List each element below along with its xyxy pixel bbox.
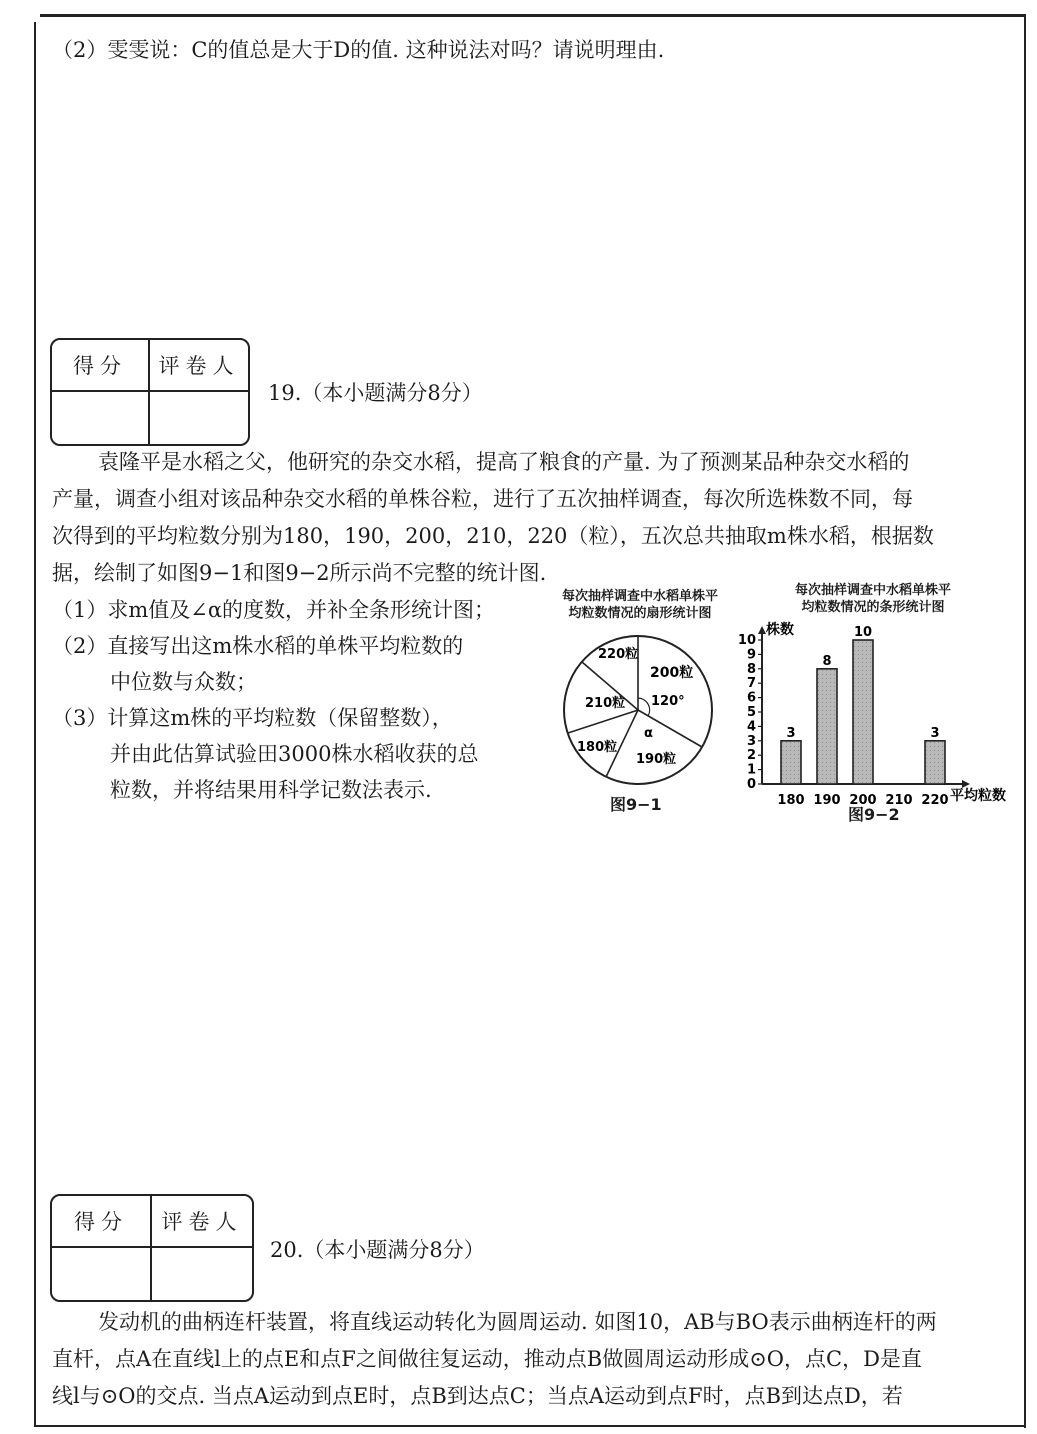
q19-part2: （2）直接写出这m株水稻的单株平均粒数的	[52, 634, 464, 658]
grader-cell[interactable]	[152, 1248, 252, 1300]
bar-y-tick-label: 5	[746, 705, 756, 720]
score-label: 得分	[52, 1196, 152, 1248]
bar-caption: 图9−2	[848, 805, 900, 824]
bar-chart	[738, 618, 1024, 828]
bar-y-tick-label: 6	[746, 690, 756, 706]
bar-value-label: 3	[786, 725, 796, 741]
pie-title	[540, 588, 740, 622]
bar-y-tick-label: 10	[738, 633, 756, 648]
score-cell[interactable]	[52, 1248, 152, 1300]
bar-rect	[925, 741, 945, 784]
bar-value-label: 10	[853, 625, 873, 640]
pie-label-220: 220粒	[598, 647, 639, 662]
score-label: 得分	[52, 340, 150, 392]
bar-y-axis-label: 株数	[766, 622, 794, 638]
pie-caption: 图9−1	[610, 795, 662, 814]
bar-x-tick-label: 210	[885, 793, 913, 808]
q18-part2: （2）雯雯说：C的值总是大于D的值. 这种说法对吗？请说明理由.	[52, 38, 665, 62]
pie-label-200: 200粒	[650, 665, 694, 681]
bar-y-tick-label: 9	[746, 647, 756, 663]
pie-alpha-label: α	[644, 726, 653, 741]
page-border-right	[1024, 16, 1026, 1428]
score-cell[interactable]	[52, 392, 150, 444]
bar-x-tick-label: 190	[813, 793, 841, 808]
q20-line: 线l与⊙O的交点. 当点A运动到点E时，点B到达点C；当点A运动到点F时，点B到达点D，若	[52, 1384, 903, 1408]
score-box-q19	[50, 338, 250, 446]
bar-marks	[781, 625, 945, 784]
bar-rect	[853, 640, 873, 784]
q19-intro-line: 据，绘制了如图9−1和图9−2所示尚不完整的统计图.	[52, 561, 547, 585]
q19-intro-line: 袁隆平是水稻之父，他研究的杂交水稻，提高了粮食的产量. 为了预测某品种杂交水稻的	[98, 450, 910, 474]
q20-heading: 20.（本小题满分8分）	[270, 1238, 485, 1262]
pie-title-line2: 均粒数情况的扇形统计图	[568, 606, 712, 621]
bar-title	[768, 582, 978, 616]
pie-chart	[560, 630, 720, 790]
pie-label-190: 190粒	[636, 752, 677, 767]
pie-label-180: 180粒	[577, 740, 618, 755]
q19-intro	[52, 444, 934, 592]
bar-x-tick-label: 200	[849, 793, 877, 808]
q19-part3: （3）计算这m株的平均粒数（保留整数），	[52, 706, 453, 730]
bar-rect	[817, 669, 837, 784]
bar-y-tick-label: 8	[746, 661, 756, 677]
bar-x-axis-label: 平均粒数	[950, 788, 1006, 804]
q19-intro-line: 次得到的平均粒数分别为180，190，200，210，220（粒），五次总共抽取m株水稻，根据数	[52, 524, 934, 548]
grader-label: 评卷人	[150, 340, 248, 392]
pie-radius-left	[568, 710, 638, 733]
bar-y-tick-label: 0	[746, 777, 756, 792]
page-border-top	[40, 14, 1026, 17]
grader-cell[interactable]	[150, 392, 248, 444]
page-border-left	[34, 22, 36, 1426]
bar-x-arrow	[962, 780, 970, 788]
bar-y-tick-label: 4	[746, 719, 756, 735]
q19-part2-cont: 中位数与众数；	[110, 670, 257, 694]
bar-y-tick-label: 1	[746, 762, 756, 778]
bar-y-tick-label: 2	[746, 748, 756, 764]
q20-text	[52, 1304, 937, 1415]
bar-value-label: 3	[930, 725, 940, 741]
q19-heading: 19.（本小题满分8分）	[268, 381, 483, 405]
q19-part1: （1）求m值及∠α的度数，并补全条形统计图；	[52, 598, 496, 622]
bar-title-line2: 均粒数情况的条形统计图	[801, 600, 945, 615]
bar-title-line1: 每次抽样调查中水稻单株平	[794, 583, 951, 598]
bar-y-tick-label: 7	[746, 676, 756, 692]
bar-value-label: 8	[822, 653, 832, 669]
bar-x-tick-label: 220	[921, 793, 949, 808]
pie-title-line1: 每次抽样调查中水稻单株平	[561, 589, 718, 604]
page-border-bottom	[34, 1425, 1026, 1427]
bar-rect	[781, 741, 801, 784]
q19-part3-cont: 并由此估算试验田3000株水稻收获的总	[110, 742, 479, 766]
score-box-q20	[50, 1194, 254, 1302]
q19-parts	[52, 592, 495, 808]
bar-x-tick-label: 180	[777, 793, 805, 808]
q19-part3-cont2: 粒数，并将结果用科学记数法表示.	[110, 778, 432, 802]
pie-angle-label: 120°	[651, 694, 685, 709]
q20-line: 直杆，点A在直线l上的点E和点F之间做往复运动，推动点B做圆周运动形成⊙O，点C，D是直	[52, 1347, 922, 1371]
bar-y-arrow	[758, 626, 766, 634]
q20-line: 发动机的曲柄连杆装置，将直线运动转化为圆周运动. 如图10，AB与BO表示曲柄连杆的两	[98, 1310, 937, 1334]
grader-label: 评卷人	[152, 1196, 252, 1248]
bar-y-tick-label: 3	[746, 733, 756, 749]
pie-label-210: 210粒	[585, 696, 626, 711]
q19-intro-line: 产量，调查小组对该品种杂交水稻的单株谷粒，进行了五次抽样调查，每次所选株数不同，每	[52, 487, 913, 511]
